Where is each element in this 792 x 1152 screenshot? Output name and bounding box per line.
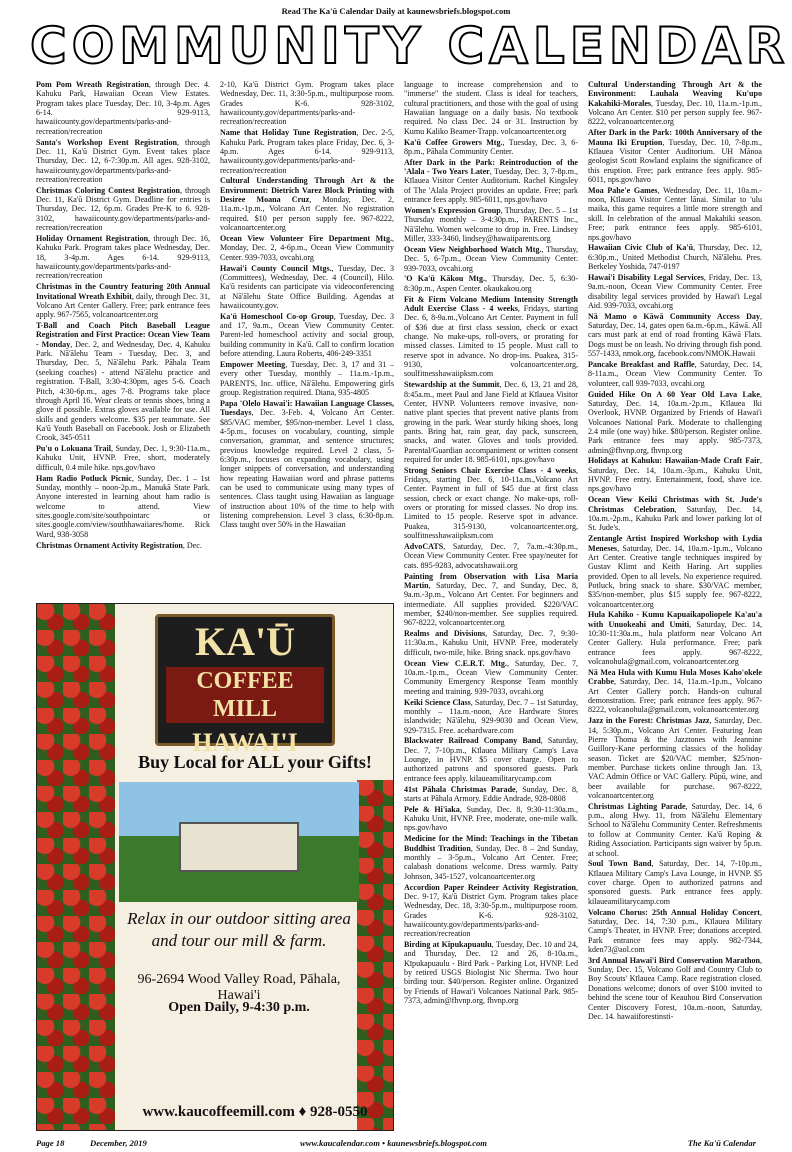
calendar-entry bbox=[220, 312, 394, 359]
calendar-entry bbox=[220, 360, 394, 397]
entry-title: Blackwater Railroad Company Band bbox=[404, 736, 541, 746]
entry-title: Name that Holiday Tune Registration bbox=[220, 128, 357, 138]
calendar-entry bbox=[588, 80, 762, 127]
entry-title: Santa's Workshop Event Registration bbox=[36, 137, 178, 147]
logo-bottom: HAWAI'I bbox=[192, 728, 298, 757]
calendar-entry bbox=[404, 883, 578, 939]
entry-title: Holidays at Kahuku: Hawaiian-Made Craft Fair bbox=[588, 456, 760, 466]
calendar-entry bbox=[588, 668, 762, 715]
top-banner: Read The Ka'ū Calendar Daily at kaunewsbriefs.blogspot.com bbox=[281, 6, 511, 16]
entry-title: Nā Mamo o Kāwā Community Access Day bbox=[588, 311, 760, 321]
calendar-columns bbox=[36, 80, 763, 1132]
entry-details: , Wednesday, Dec. 11, 10a.m.-noon, Kīlauea Visitor Center lānai. Similar to 'ulu maika, this game requires a little more strength and skill. In celebration of the annual Makahiki season. Free; park entrance fees apply. 985-6101, nps.gov/havo bbox=[588, 185, 762, 242]
ad-hours: Open Daily, 9-4:30 p.m. bbox=[168, 1000, 310, 1015]
calendar-entry bbox=[404, 785, 578, 804]
entry-title: Ocean View Keiki Christmas with St. Jude's Christmas Celebration bbox=[588, 495, 762, 514]
ad-website: www.kaucoffeemill.com ♦ 928-0550 bbox=[142, 1104, 368, 1120]
entry-details: , Saturday, Dec. 7, 7-10p.m., Kīlauea Military Camp's Lava Lounge, in HVNP. $5 cover charge. Open to authorized patrons and sponsored guests. Park entrance fees apply. kilaueamilitarycamp.com bbox=[404, 736, 578, 783]
entry-title: Women's Expression Group bbox=[404, 205, 501, 215]
coffee-mill-advertisement bbox=[36, 603, 394, 1131]
mill-photo bbox=[119, 782, 359, 902]
entry-details: , Dec. 6, 13, 21 and 28, 8:45a.m., meet Paul and Jane Field at Kīlauea Visitor Center, HVNP. Volunteers remove invasive, non-native plant species that prevent native plants from growing in the park. Wear sturdy hiking shoes, long pants. Bring hat, rain gear, day pack, sunscreen, snacks, and water. Gloves and tools provided. Parental/Guardian accompaniment or written consent required for under 18. 985-6101, nps.gov/havo bbox=[404, 380, 578, 464]
entry-title: Holiday Ornament Registration bbox=[36, 234, 149, 243]
entry-details: , Dec. 2, and Wednesday, Dec. 4, Kahuku Park. Nā'ālehu Team - Tuesday, Dec. 3, and Thursday, Dec. 5, Nā'ālehu Park. Pāhala Team (seeking coaches) - attend Nā'ālehu practice and registration. T-Ball, 3:30-4:30pm, ages 5-6. Coach Pitch, 4:30-6p.m., ages 7-8. Programs take place through April 16. Wear cleats or tennis shoes, bring a glove if possible. Extras gloves available for use. All skills and genders welcome. $35 per teammate. See Ka'ū Youth Baseball on Facebook. Josh or Elizabeth Crook, 345-0511 bbox=[36, 339, 210, 443]
calendar-entry bbox=[404, 542, 578, 570]
calendar-entry bbox=[588, 802, 762, 858]
entry-title: Stewardship at the Summit bbox=[404, 380, 500, 390]
calendar-entry bbox=[220, 234, 394, 262]
calendar-entry bbox=[404, 834, 578, 881]
calendar-entry bbox=[404, 940, 578, 1005]
entry-details: , Saturday, Dec. 14, 10a.m.-2p.m., Kīlauea Iki Overlook, HVNP. Organized by Friends of Hawai'i Volcanoes National Park. Moderate to challenging 2.4 mile (one way) hike. $80/person. Register online. Park entrance fees may apply. 985-7373, admin@fhvnp.org, fhvnp.org bbox=[588, 389, 762, 455]
entry-details: , Sunday, Dec. 1, 9:30-11a.m., Kahuku Unit, HVNP. Free, short, moderately difficult, 0.4 mile hike. nps.gov/havo bbox=[36, 444, 210, 472]
footer-website: www.kaucalendar.com • kaunewsbriefs.blogspot.com bbox=[300, 1138, 487, 1148]
calendar-entry bbox=[588, 610, 762, 666]
entry-details: , daily, through Dec. 31, Volcano Art Center Gallery. Free; park entrance fees apply. 967-7565, volcanoartcenter.org bbox=[36, 291, 210, 320]
calendar-entry bbox=[36, 282, 210, 319]
entry-title: Christmas in the Country featuring 20th Annual Invitational Wreath Exhibit bbox=[36, 282, 210, 301]
entry-details: , Saturday, Dec. 7, 7a.m.-4:30p.m., Ocean View Community Center. Free spay/neuter for cats. 895-9283, advocatshawaii.org bbox=[404, 542, 578, 570]
entry-details: 2-10, Ka'ū District Gym. Program takes place Wednesday, Dec. 11, 3:30-5p.m., multipurpose room. Grades K-6. 928-3102, hawaiicounty.gov/departments/parks-and-recreation/recreation bbox=[220, 80, 394, 127]
entry-title: Strong Seniors Chair Exercise Class - 4 weeks bbox=[404, 465, 576, 475]
calendar-entry bbox=[404, 138, 578, 157]
entry-title: Hawaiian Civic Club of Ka'ū bbox=[588, 243, 694, 253]
entry-details: , Dec. 3-Feb. 4, Volcano Art Center. $85/VAC member, $95/non-member. Level 1 class, 4-5p.m., focuses on vocabulary, counting, simple conversation, grammar, and sentence structures; previous knowledge required. Level 2 class, 5-6:30p.m., focuses on expanding vocabulary, using longer snippets of conversation, and understanding how repeating Hawaiian word and phrase patterns can be used to communicate using many types of sentences. Class taught using Hawaiian as language of instruction about 10% of the time to help with listening comprehension. Level 3 class, 6:30-8p.m. Class taught over 50% in the Hawaiian bbox=[220, 408, 394, 530]
entry-title: T-Ball and Coach Pitch Baseball League Registration and First Practice: Ocean View Team - Monday bbox=[36, 321, 210, 349]
calendar-entry bbox=[220, 399, 394, 530]
entry-details: , Dec. 9-17, Ka'ū District Gym. Program takes place Wednesday, Dec. 18, 3:30-5p.m., multipurpose room. Grades K-6. 928-3102, hawaiicounty.gov/departments/parks-and-recreation/recreation bbox=[404, 882, 578, 939]
entry-details: , Sunday, Dec. 8, 9:30-11:30a.m., Kahuku Unit, HVNP. Free, moderate, one-mile walk. nps.gov/havo bbox=[404, 804, 578, 833]
calendar-entry bbox=[404, 245, 578, 273]
calendar-entry bbox=[404, 736, 578, 783]
entry-title: Pom Pom Wreath Registration bbox=[36, 80, 149, 89]
calendar-entry bbox=[36, 541, 210, 550]
page-number: Page 18 bbox=[36, 1138, 65, 1148]
logo-top: KA'Ū bbox=[195, 619, 295, 664]
column-1 bbox=[36, 80, 210, 602]
calendar-entry bbox=[588, 716, 762, 800]
mill-building bbox=[179, 822, 299, 872]
calendar-entry bbox=[36, 80, 210, 136]
calendar-entry bbox=[588, 495, 762, 532]
entry-details: , Saturday, Dec. 14, 11a.m.-1p.m., Volcano Art Center Gallery porch. Hands-on cultural demonstration. Free; park entrance fees apply. 967-8222, volcanohula@gmail.com, volcanoartcenter.org bbox=[588, 677, 762, 715]
entry-title: Nā Mea Hula with Kumu Hula Moses Kaho'okele Crabbe bbox=[588, 667, 762, 687]
entry-title: Fit & Firm Volcano Medium Intensity Strength Adult Exercise Class - 4 weeks bbox=[404, 294, 578, 313]
entry-title: Medicine for the Mind: Teachings in the Tibetan Buddhist Tradition bbox=[404, 834, 578, 853]
column-3 bbox=[404, 80, 578, 1132]
entry-title: Birding at Kīpukapuaulu bbox=[404, 940, 492, 950]
calendar-entry bbox=[404, 380, 578, 464]
calendar-entry bbox=[588, 186, 762, 242]
entry-details: , Sunday, Dec. 15, Volcano Golf and Country Club to Boy Scouts' Kīlauea Camp. Race registration closed. Donations welcome; donors of over $100 invited to behind the scene tour of Keauhou Bird Conservation Center Discovery Forest, 10a.m.-noon, Saturday, Dec. 14. hawaiiforestinsti- bbox=[588, 955, 762, 1021]
entry-title: Realms and Divisions bbox=[404, 629, 486, 639]
entry-details: , Monday, Dec. 2, 4-6p.m., Ocean View Community Center. 939-7033, ovcahi.org bbox=[220, 234, 394, 262]
entry-details: , Dec. bbox=[182, 540, 202, 550]
ad-slogan: Buy Local for ALL your Gifts! bbox=[138, 752, 372, 772]
calendar-entry bbox=[404, 572, 578, 628]
coffee-mill-logo bbox=[155, 614, 335, 757]
entry-details: , Monday, Dec. 2, 11a.m.-1p.m., Volcano Art Center. No registration required. $10 per person supply fee. 967-8222, volcanoartcenter.org bbox=[220, 195, 394, 233]
ad-relax-text: Relax in our outdoor sitting area and tour our mill & farm. bbox=[127, 909, 351, 950]
calendar-entry bbox=[36, 138, 210, 185]
entry-title: Painting from Observation with Lisa Maria Martin bbox=[404, 571, 578, 590]
calendar-entry bbox=[404, 295, 578, 379]
entry-title: Hawai'i County Council Mtgs. bbox=[220, 263, 332, 273]
calendar-entry bbox=[404, 805, 578, 833]
column-2 bbox=[220, 80, 394, 602]
calendar-entry bbox=[404, 158, 578, 205]
footer-title: The Ka'ū Calendar bbox=[687, 1138, 756, 1148]
calendar-entry bbox=[588, 859, 762, 906]
entry-title: Keiki Science Class bbox=[404, 697, 471, 707]
entry-details: , Thursday, Dec. 5, 6:30-8:30p.m., Aspen Center. okaukakou.org bbox=[404, 274, 578, 293]
entry-title: Ka'ū Homeschool Co-op Group bbox=[220, 311, 334, 321]
entry-title: Ocean View C.E.R.T. Mtg. bbox=[404, 658, 507, 668]
entry-title: Hula Kahiko - Kumu Kapuaikapoliopele Ka'au'a with Unuokeahi and Umiti bbox=[588, 610, 762, 629]
calendar-entry bbox=[588, 312, 762, 359]
entry-title: Zentangle Artist Inspired Workshop with Lydia Meneses bbox=[588, 534, 762, 553]
calendar-entry bbox=[36, 321, 210, 442]
calendar-entry bbox=[36, 234, 210, 281]
entry-details: , Saturday, Dec. 7, 10a.m.-1p.m., Ocean View Community Center. Community Emergency Response Team monthly meeting and training. 939-7033, ovcahi.org bbox=[404, 658, 578, 696]
entry-title: Soul Town Band bbox=[588, 859, 652, 869]
entry-title: Papa 'Olelo Hawai'i: Hawaiian Language Classes, Tuesdays bbox=[220, 398, 394, 418]
entry-details: , through Dec. 16, Kahuku Park. Program takes place Wednesday, Dec. 18, 3-4p.m. Ages 6-14. 929-9113, hawaiicounty.gov/departments/parks-and-recreation/recreation bbox=[36, 234, 210, 281]
calendar-entry bbox=[404, 206, 578, 243]
entry-details: , Saturday, Dec. 14, 7-10p.m., Kīlauea Military Camp's Lava Lounge, in HVNP. $5 cover charge. Open to authorized patrons and sponsored guests. Park entrance fees apply. kilaueamilitarycamp.com bbox=[588, 859, 762, 906]
calendar-entry bbox=[588, 908, 762, 955]
calendar-entry bbox=[588, 273, 762, 310]
entry-details: , Saturday, Dec. 14, 10:30-11:30a.m., hula platform near Volcano Art Center Gallery. Hula performance. Free; park entrance fees apply. 967-8222, volcanohula@gmail.com, volcanoartcenter.org bbox=[588, 619, 762, 667]
entry-details: , Tuesday, Dec. 3, 6-8p.m., Pāhala Community Center. bbox=[404, 137, 578, 156]
entry-title: Christmas Lighting Parade bbox=[588, 801, 686, 811]
entry-title: AdvoCATS bbox=[404, 542, 444, 551]
entry-title: After Dark in the Park: Reintroduction of the 'Alala - Two Years Later bbox=[404, 157, 578, 177]
logo-mid: COFFEE MILL bbox=[166, 667, 324, 723]
entry-details: , Thursday, Dec. 12, 6:30p.m., United Methodist Church, Nā'ālehu. Pres. Berkeley Yoshida, 747-0197 bbox=[588, 243, 762, 272]
calendar-entry bbox=[588, 243, 762, 271]
entry-title: Cultural Understanding Through Art & the Environment: Lauhala Weaving Ku'upo Kakahiki-Morales bbox=[588, 80, 762, 108]
entry-title: Ocean View Neighborhood Watch Mtg. bbox=[404, 244, 542, 254]
entry-details: , Tuesday, Dec. 3, 17 and 31 – every other Tuesday, monthly – 11a.m.-1p.m., PARENTS, Inc. office, Nā'ālehu. Empowering girls group. Registration required. Diana, 935-4805 bbox=[220, 359, 394, 397]
coffee-cherries-image-right bbox=[357, 780, 393, 1131]
entry-details: , Sunday, Dec. 8, starts at Pāhala Armory. Eddie Andrade, 928-0808 bbox=[404, 784, 578, 803]
entry-title: Pu'u o Lokuana Trail bbox=[36, 444, 111, 454]
entry-title: Guided Hike On A 60 Year Old Lava Lake bbox=[588, 389, 760, 399]
entry-details: , Tuesday, Dec. 3, 7-8p.m., Kīlauea Visitor Center Auditorium. Rachel Kingsley of The 'Alala Project provides an update. Free; park entrance fees apply. 985-6011, nps.gov/havo bbox=[404, 167, 578, 205]
entry-title: Pancake Breakfast and Raffle bbox=[588, 359, 695, 369]
entry-title: Christmas Coloring Contest Registration bbox=[36, 185, 180, 195]
calendar-entry bbox=[36, 186, 210, 233]
entry-details: , Fridays, starting Dec. 6, 10-11a.m.,Volcano Art Center. Payment in full of $45 due at first class session, check or exact change. No make-ups, roll-overs or prorating for missed classes. No drop ins. Limited to 15 people. Reserve spot in advance. Puakea, 315-9130, volcanoartcenter.org, soulfitnesshawaiipksm.com bbox=[404, 465, 578, 541]
entry-title: Ocean View Volunteer Fire Department Mtg. bbox=[220, 234, 392, 243]
calendar-entry bbox=[404, 466, 578, 541]
calendar-entry bbox=[404, 629, 578, 657]
entry-title: 'O Ka'ū Kākou Mtg. bbox=[404, 274, 486, 284]
entry-title: After Dark in the Park: 100th Anniversary of the Mauna Iki Eruption bbox=[588, 128, 762, 147]
calendar-entry bbox=[220, 128, 394, 175]
calendar-entry bbox=[588, 360, 762, 388]
calendar-entry bbox=[588, 956, 762, 1021]
entry-title: Volcano Chorus: 25th Annual Holiday Concert bbox=[588, 907, 760, 917]
entry-details: , Tuesday, Dec. 10 and 24, and Thursday, Dec. 12 and 26, 8-10a.m., Kīpukapuaulu - Bird Park - Parking Lot, HVNP. Led by retired USGS Biologist Nic Sherma. Two hour birding tour. $40/person. Register online. Organized by Friends of Hawai'i Volcanoes National Park. 985-7373, admin@fhvnp.org, fhvnp.org bbox=[404, 940, 578, 1006]
calendar-entry bbox=[220, 80, 394, 127]
calendar-entry bbox=[220, 264, 394, 311]
entry-title: Christmas Ornament Activity Registration bbox=[36, 540, 183, 550]
column-4 bbox=[588, 80, 762, 1132]
entry-details: , Saturday, Dec. 14, 10a.m.-2p.m., Kahuku Park and lower parking lot of St. Jude's. bbox=[588, 504, 762, 533]
entry-title: 41st Pāhala Christmas Parade bbox=[404, 784, 516, 794]
entry-details: , through Dec. 4. Kahuku Park, Hawaiian Ocean View Estates. Program takes place Tuesday, Dec. 10, 3-4p.m. Ages 6-14. 929-9113, hawaiicounty.gov/departments/parks-and-recreation/recreation bbox=[36, 80, 210, 136]
calendar-entry bbox=[404, 659, 578, 696]
calendar-entry bbox=[404, 274, 578, 293]
calendar-entry bbox=[36, 474, 210, 539]
masthead-title: COMMUNITY CALENDAR bbox=[30, 17, 790, 75]
entry-details: , Saturday, Dec. 14, 8-11a.m., Ocean View Community Center. To volunteer, call 939-7033, ovcahi.org bbox=[588, 359, 762, 388]
entry-title: Cultural Understanding Through Art & the Environment: Dietrich Varez Block Printing with Desiree Moana Cruz bbox=[220, 176, 394, 205]
calendar-entry bbox=[404, 80, 578, 136]
entry-details: , Sunday, Dec. 1 – 1st Sunday, monthly – noon-2p.m., Manukā State Park. Anyone interested in learning about ham radio is welcome to attend. View sites.google.com/site/southpointarc or sites.google.com/view/southhawaiiares/home. Rick Ward, 938-3058 bbox=[36, 473, 210, 539]
entry-details: , Saturday, Dec. 7, 9:30-11:30a.m., Kahuku Unit, HVNP. Free, moderately difficult, two-mile, hike. Bring snack. nps.gov/havo bbox=[404, 629, 578, 657]
entry-details: , Saturday, Dec. 14, gates open 6a.m.-6p.m., Kāwā. All cars must park at end of road fronting Kāwā Flats. Dogs must be on leash. No driving through fish pond. 557-1433, nmok.org, facebook.com/NMOK.Hawaii bbox=[588, 311, 762, 359]
entry-details: , Saturday, Dec. 7, and Sunday, Dec. 8, 9a.m.-3p.m., Volcano Art Center. For beginners and intermediate. All supplies provided. $220/VAC member, $240/non-member. See supplies required. 967-8222, volcanoartcenter.org bbox=[404, 580, 578, 628]
entry-title: Hawai'i Disability Legal Services bbox=[588, 272, 704, 282]
entry-title: Accordion Paper Reindeer Activity Registration bbox=[404, 882, 576, 892]
calendar-entry bbox=[36, 444, 210, 472]
entry-details: , Friday, Dec. 13, 9a.m.-noon, Ocean View Community Center. Free disability legal services provided by Hawai'i Legal Aid. 939-7033, ovcahi.org bbox=[588, 272, 762, 310]
entry-details: , Fridays, starting Dec. 6, 8-9a.m.,Volcano Art Center. Payment in full of $36 due at first class session, check or exact change. No make-ups, roll-overs, or prorating for missed classes. Limited to 15 people. Must call to reserve spot in advance. No drop-ins. Puakea, 315-9130, volcanoartcenter.org, soulfitnesshawaiipksm.com bbox=[404, 303, 578, 379]
entry-title: Jazz in the Forest: Christmas Jazz bbox=[588, 716, 710, 726]
entry-details: , Tuesday, Dec. 10, 7-8p.m., Kīlauea Visitor Center Auditorium. UH Mānoa geologist Scott Rowland explains the significance of this eruption. Free; park entrance fees apply. 985-6011, nps.gov/havo bbox=[588, 137, 762, 184]
entry-details: , through Dec. 11, Ka'ū District Gym. Event takes place Thursday, Dec. 12, 6-7:30p.m. All ages. 928-3102, hawaiicounty.gov/departments/parks-and-recreation/recreation bbox=[36, 137, 210, 184]
entry-details: , through Dec. 11, Ka'ū District Gym. Deadline for entries is Thursday, Dec. 12, 6p.m. Grades Pre-K to 6. 928-3102, hawaiicounty.gov/departments/parks-and-recreation/recreation bbox=[36, 185, 210, 233]
entry-title: 3rd Annual Hawai'i Bird Conservation Marathon bbox=[588, 955, 760, 965]
entry-details: , Tuesday, Dec. 10, 11a.m.-1p.m., Volcano Art Center. $10 per person supply fee. 967-8222, volcanoartcenter.org bbox=[588, 98, 762, 127]
coffee-cherries-image bbox=[37, 604, 115, 1131]
calendar-entry bbox=[220, 176, 394, 232]
entry-details: language to increase comprehension and to "immerse" the student. Class is ideal for teachers, cultural practitioners, and those with the goal of using Hawaiian language on a daily basis. No textbook required. No class Dec. 24 or 31. Instruction by Kumu Kaliko Beamer-Trapp. volcanoartcenter.org bbox=[404, 80, 578, 136]
calendar-entry bbox=[588, 390, 762, 455]
entry-details: , Saturday, Dec. 14, 6 p.m., along Hwy. 11, from Nā'ālehu Elementary School to Nā'ālehu Community Center. Refreshments to follow at Community Center. Ka'ū Roping & Riding Association. Participants sign waiver by 5p.m. at school. bbox=[588, 801, 762, 858]
issue-month: December, 2019 bbox=[90, 1138, 147, 1148]
entry-details: , Thursday, Dec. 5, 6-7p.m., Ocean View Community Center. 939-7033, ovcahi.org bbox=[404, 244, 578, 273]
entry-details: , Dec. 2-5, Kahuku Park. Program takes place Friday, Dec. 6, 3-4p.m. Ages 6-14. 929-9113, hawaiicounty.gov/departments/parks-and-recreation/recreation bbox=[220, 128, 394, 175]
entry-details: , Sunday, Dec. 8 – 2nd Sunday, monthly – 3-5p.m., Volcano Art Center. Free; calabash donations welcome. Dress warmly. Patty Johnson, 345-1527, volcanoartcenter.org bbox=[404, 843, 578, 881]
entry-title: Pele & Hi'iaka bbox=[404, 804, 460, 814]
entry-details: , Saturday, Dec. 7 – 1st Saturday, monthly – 11a.m.-noon, Ace Hardware Stores islandwide; Nā'ālehu, 929-9030 and Ocean View, 929-7315. Free. acehardware.com bbox=[404, 697, 578, 735]
entry-title: Moa Pahe'e Games bbox=[588, 185, 658, 195]
entry-title: Ham Radio Potluck Picnic bbox=[36, 473, 132, 483]
calendar-entry bbox=[404, 698, 578, 735]
entry-details: , Saturday, Dec. 14, 10a.m.-1p.m., Volcano Art Center. Creative tangle techniques inspired by Gustav Klimt and Keith Haring. Art supplies provided. Open to all levels. No experience required. Potluck, bring snack to share. $30/VAC member, $35/non-member, plus $15 supply fee. 967-8222, volcanoartcenter.org bbox=[588, 543, 762, 609]
calendar-entry bbox=[588, 456, 762, 493]
entry-title: Empower Meeting bbox=[220, 359, 286, 369]
entry-details: , Thursday, Dec. 5 – 1st Thursday monthly – 3-4:30p.m., PARENTS Inc., Nā'ālehu. Women welcome to drop in. Free. Lindsey Miller, 333-3460, lindsey@hawaiiparents.org bbox=[404, 205, 578, 243]
entry-details: , Tuesday, Dec. 3 (Committees), Wednesday, Dec. 4 (Council), Hilo. Ka'ū residents can participate via videoconferencing at Nā'ālehu State Office Building. Agendas at hawaiicounty.gov. bbox=[220, 263, 394, 310]
entry-details: , Tuesday, Dec. 3 and 17, 9a.m., Ocean View Community Center. Parent-led homeschool activity and social group, building community in Ka'ū. Call to confirm location before attending. Laura Roberts, 406-249-3351 bbox=[220, 311, 394, 359]
calendar-entry bbox=[588, 534, 762, 609]
entry-details: , Saturday, Dec. 14, 10a.m.-3p.m., Kahuku Unit, HVNP. Free entry. Entertainment, food, shave ice. nps.gov/havo bbox=[588, 456, 762, 494]
ad-address: 96-2694 Wood Valley Road, Pāhala, Hawai'i bbox=[137, 972, 341, 1003]
entry-title: Ka'ū Coffee Growers Mtg. bbox=[404, 137, 503, 147]
entry-details: , Saturday, Dec. 14, 7:30 p.m., Kīlauea Military Camp's Theater, in HVNP. Free; donations accepted. Park entrance fees may apply. 982-7344, kden73@aol.com bbox=[588, 907, 762, 954]
calendar-entry bbox=[588, 128, 762, 184]
entry-details: , Saturday, Dec. 14, 5:30p.m., Volcano Art Center. Featuring Jean Pierre Thoma & the Jazztones with Jeannine Guillory-Kane performing classics of the holiday season. Ticket are $20/VAC member, $25/non-member. Purchase tickets online through Jan. 13, VAC Admin Office or VAC Gallery. Pūpū, wine, and beer available for purchase. 967-8222, volcanoartcenter.org bbox=[588, 716, 762, 800]
